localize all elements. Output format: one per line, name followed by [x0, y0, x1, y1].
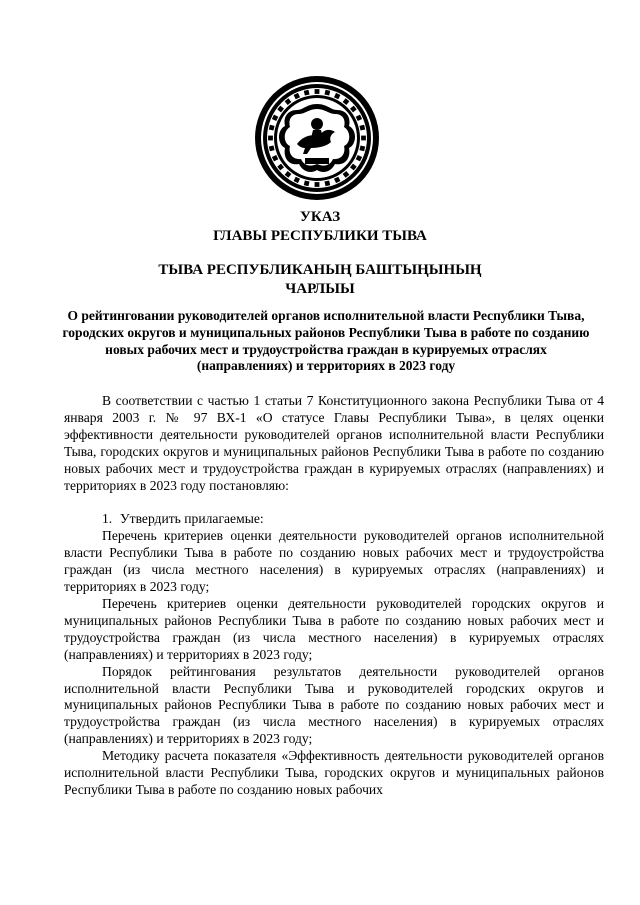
emblem-ornament-mark [361, 136, 366, 141]
decree-title: О рейтинговании руководителей органов исполнительной власти Республики Тыва, городских округов и муниципальных районов Республики Тыва в работе по созданию новых рабочих мест и трудоустройства граждан в курируемых отраслях (направлениях) и территориях в 2023 году [62, 308, 590, 374]
emblem-ornament-mark [315, 182, 320, 187]
emblem-ornament-mark [268, 136, 273, 141]
decree-body [64, 393, 604, 799]
emblem-seal-icon [253, 74, 381, 202]
preamble-paragraph: В соответствии с частью 1 статьи 7 Конституционного закона Республики Тыва от 4 января 2003 г. № 97 ВХ-1 «О статусе Главы Республики Тыва», в целях оценки эффективности деятельности руководителей органов исполнительной власти Республики Тыва, городских округов и муниципальных районов Республики Тыва в работе по созданию новых рабочих мест и трудоустройства граждан в курируемых отраслях (направлениях) и территориях в 2023 году постановляю: [64, 393, 604, 493]
item-1-text: Утвердить прилагаемые: [120, 511, 264, 527]
emblem-graphic [253, 74, 381, 202]
heading-line-ukaz: УКАЗ [299, 209, 341, 225]
item-1-number: 1. [102, 511, 113, 527]
emblem-ornament-mark [315, 89, 320, 94]
list-paragraph-2: Перечень критериев оценки деятельности руководителей городских округов и муниципальных районов Республики Тыва в работе по созданию новых рабочих мест и трудоустройства граждан (из числа местного населения) в курируемых отраслях (направлениях) и территориях в 2023 году; [64, 595, 604, 662]
list-paragraph-4: Методику расчета показателя «Эффективность деятельности руководителей органов исполнительной власти Республики Тыва, городских округов и муниципальных районов Республики Тыва в работе по созданию новых рабочих [64, 748, 604, 797]
decree-heading [40, 208, 600, 299]
heading-line-charlyy: ЧАРЛЫЫ [285, 281, 355, 297]
item-1 [64, 511, 604, 528]
heading-line-head-of-republic: ГЛАВЫ РЕСПУБЛИКИ ТЫВА [213, 228, 427, 244]
heading-line-tuvan: ТЫВА РЕСПУБЛИКАНЫҢ БАШТЫҢЫНЫҢ [158, 262, 482, 278]
list-paragraph-1: Перечень критериев оценки деятельности руководителей органов исполнительной власти Республики Тыва в работе по созданию новых рабочих мест и трудоустройства граждан (из числа местного населения) в курируемых отраслях (направлениях) и территориях в 2023 году; [64, 528, 604, 595]
list-paragraph-3: Порядок рейтингования результатов деятельности руководителей органов исполнительной власти Республики Тыва и руководителей городских округов и муниципальных районов Республики Тыва в работе по созданию новых рабочих мест и трудоустройства граждан (из числа местного населения) в курируемых отраслях (направлениях) и территориях в 2023 году; [64, 663, 604, 747]
